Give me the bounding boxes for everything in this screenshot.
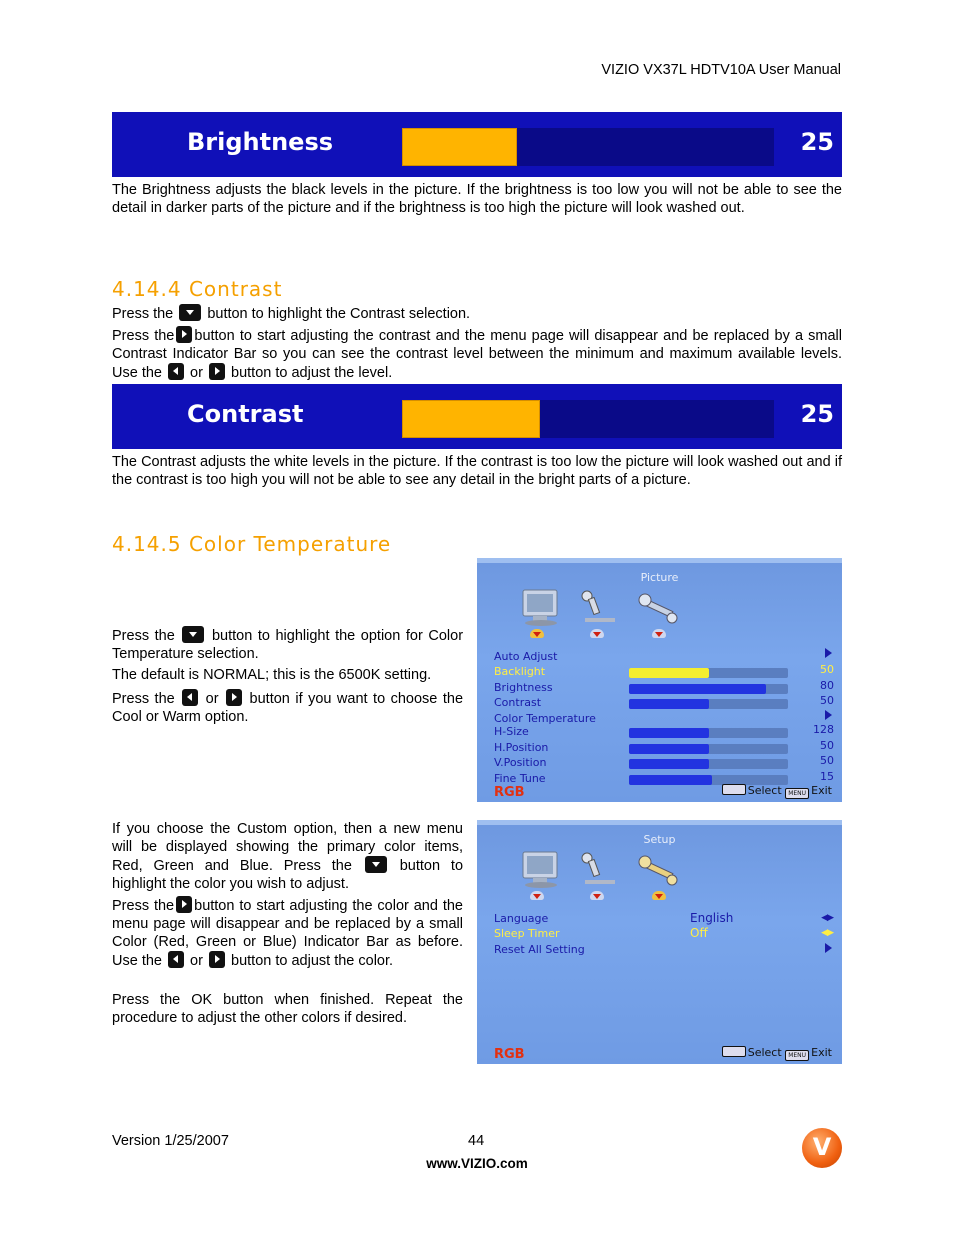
brightness-label: Brightness [187, 128, 334, 156]
contrast-paragraph-1 [112, 304, 842, 323]
right-button-icon [209, 363, 225, 380]
submenu-arrow-icon[interactable] [825, 943, 832, 953]
picture-menu-slider[interactable] [629, 668, 788, 678]
text: Press the [112, 328, 175, 344]
text: or [190, 953, 203, 969]
picture-menu-item[interactable]: Backlight [494, 665, 546, 678]
setup-menu-item[interactable]: Sleep Timer [494, 927, 560, 940]
text: button to start adjusting the color and the menu page will disappear and be replaced by a small Color (Red, Green or Blue) Indicator Bar as before. Use the [112, 898, 463, 969]
text: Press the [112, 691, 175, 707]
right-button-icon [226, 689, 242, 706]
picture-menu-slider-fill [629, 728, 709, 738]
submenu-arrow-icon[interactable] [825, 710, 832, 720]
tab-setup-marker[interactable] [652, 629, 666, 638]
picture-menu-slider[interactable] [629, 684, 788, 694]
text: or [205, 691, 219, 707]
setup-menu-screenshot [477, 820, 842, 1064]
text: button to adjust the level. [231, 365, 393, 381]
vizio-logo-icon [802, 1128, 842, 1168]
text: button to highlight the color you wish to adjust. [112, 858, 464, 892]
text: Press the [112, 628, 175, 644]
picture-menu-slider[interactable] [629, 744, 788, 754]
menu-footer-hint [722, 1046, 832, 1061]
picture-menu-value: 50 [820, 739, 834, 752]
picture-menu-item[interactable]: V.Position [494, 756, 547, 769]
picture-menu-item[interactable]: H-Size [494, 725, 529, 738]
left-button-icon [168, 951, 184, 968]
text: Press the [112, 898, 175, 914]
color-temperature-section-title: 4.14.5 Color Temperature [112, 532, 392, 556]
text: button to start adjusting the contrast and the menu page will disappear and be replaced by a small Contrast Indicator Bar so you can see the contrast level between the minimum and maximum available levels. Use the [112, 328, 843, 381]
tab-setup-marker[interactable] [652, 891, 666, 900]
contrast-fill [402, 400, 540, 438]
exit-label: Exit [811, 784, 832, 797]
setup-menu-item[interactable]: Reset All Setting [494, 943, 585, 956]
right-button-icon [209, 951, 225, 968]
picture-menu-value: 15 [820, 770, 834, 783]
right-button-icon [176, 326, 192, 343]
microscope-icon [577, 588, 619, 626]
picture-menu-value: 50 [820, 663, 834, 676]
left-right-arrows-icon[interactable]: ◀▶ [821, 928, 833, 938]
contrast-track [402, 400, 774, 438]
menu-key-icon: MENU [785, 788, 809, 799]
wrench-icon [637, 853, 679, 887]
setup-menu-title: Setup [643, 833, 676, 846]
submenu-arrow-icon[interactable] [825, 648, 832, 658]
text: button if you want to choose the Cool or Warm option. [112, 691, 464, 725]
tab-audio-marker[interactable] [590, 629, 604, 638]
down-button-icon [182, 626, 204, 643]
picture-menu-slider-fill [629, 775, 712, 785]
picture-menu-slider-fill [629, 744, 709, 754]
menu-footer-hint [722, 784, 832, 799]
select-label: Select [747, 784, 782, 797]
color-temp-paragraph-6: Press the OK button when finished. Repeat the procedure to adjust the other colors if desired. [112, 992, 463, 1026]
picture-menu-item[interactable]: Color Temperature [494, 712, 596, 725]
setup-menu-value: English [690, 911, 734, 925]
picture-menu-slider[interactable] [629, 759, 788, 769]
picture-menu-title: Picture [640, 571, 679, 584]
manual-title: VIZIO VX37L HDTV10A User Manual [601, 62, 841, 78]
text: button to highlight the option for Color Temperature selection. [112, 628, 464, 662]
brightness-value: 25 [800, 128, 834, 156]
tab-audio-marker[interactable] [590, 891, 604, 900]
picture-menu-value: 128 [813, 723, 834, 736]
color-temp-paragraph-4 [112, 820, 463, 893]
brightness-fill [402, 128, 517, 166]
contrast-indicator-bar [112, 384, 842, 449]
left-right-arrows-icon[interactable]: ◀▶ [821, 913, 833, 923]
down-button-icon [365, 856, 387, 873]
page-number: 44 [468, 1133, 485, 1149]
color-temp-paragraph-2: The default is NORMAL; this is the 6500K setting. [112, 667, 432, 683]
picture-menu-value: 80 [820, 679, 834, 692]
brightness-indicator-bar [112, 112, 842, 177]
color-temp-paragraph-1 [112, 626, 463, 663]
color-temp-paragraph-3 [112, 689, 463, 726]
menu-key-icon: MENU [785, 1050, 809, 1061]
select-label: Select [747, 1046, 782, 1059]
source-label: RGB [494, 1047, 525, 1062]
left-button-icon [168, 363, 184, 380]
right-button-icon [176, 896, 192, 913]
contrast-description: The Contrast adjusts the white levels in the picture. If the contrast is too low the picture will look washed out and if the contrast is too high you will not be able to see any detail in the bright parts of a picture. [112, 454, 842, 488]
contrast-paragraph-2 [112, 326, 842, 382]
text: Press the [112, 306, 174, 322]
text: If you choose the Custom option, then a new menu will be displayed showing the primary color items, Red, Green and Blue. Press the [112, 821, 463, 874]
brightness-description: The Brightness adjusts the black levels in the picture. If the brightness is too low you will not be able to see the detail in darker parts of the picture and if the brightness is too high the picture will look washed out. [112, 182, 842, 216]
picture-menu-item[interactable]: Auto Adjust [494, 650, 558, 663]
website-url[interactable]: www.VIZIO.com [426, 1156, 528, 1171]
picture-menu-slider[interactable] [629, 699, 788, 709]
setup-menu-item[interactable]: Language [494, 912, 549, 925]
picture-menu-screenshot [477, 558, 842, 802]
picture-menu-item[interactable]: Brightness [494, 681, 553, 694]
contrast-section-title: 4.14.4 Contrast [112, 277, 283, 301]
contrast-label: Contrast [187, 400, 304, 428]
picture-menu-item[interactable]: Contrast [494, 696, 542, 709]
wrench-icon [637, 591, 679, 625]
nav-keys-icon [722, 1046, 746, 1057]
text: or [190, 365, 203, 381]
text: button to highlight the Contrast selection. [207, 306, 471, 322]
tab-picture-marker[interactable] [530, 629, 544, 638]
picture-menu-value: 50 [820, 754, 834, 767]
down-button-icon [179, 304, 201, 321]
microscope-icon [577, 850, 619, 888]
tab-picture-marker[interactable] [530, 891, 544, 900]
text: button to adjust the color. [231, 953, 394, 969]
setup-menu-value: Off [690, 926, 708, 940]
exit-label: Exit [811, 1046, 832, 1059]
picture-menu-slider-fill [629, 684, 766, 694]
version-text: Version 1/25/2007 [112, 1133, 229, 1149]
picture-menu-slider-fill [629, 668, 709, 678]
tv-monitor-icon [517, 850, 565, 888]
left-button-icon [182, 689, 198, 706]
picture-menu-item[interactable]: H.Position [494, 741, 549, 754]
picture-menu-item[interactable]: Fine Tune [494, 772, 546, 785]
picture-menu-slider-fill [629, 699, 709, 709]
brightness-track [402, 128, 774, 166]
picture-menu-value: 50 [820, 694, 834, 707]
nav-keys-icon [722, 784, 746, 795]
picture-menu-slider[interactable] [629, 728, 788, 738]
color-temp-paragraph-5 [112, 896, 463, 970]
tv-monitor-icon [517, 588, 565, 626]
contrast-value: 25 [800, 400, 834, 428]
source-label: RGB [494, 785, 525, 800]
picture-menu-slider-fill [629, 759, 709, 769]
